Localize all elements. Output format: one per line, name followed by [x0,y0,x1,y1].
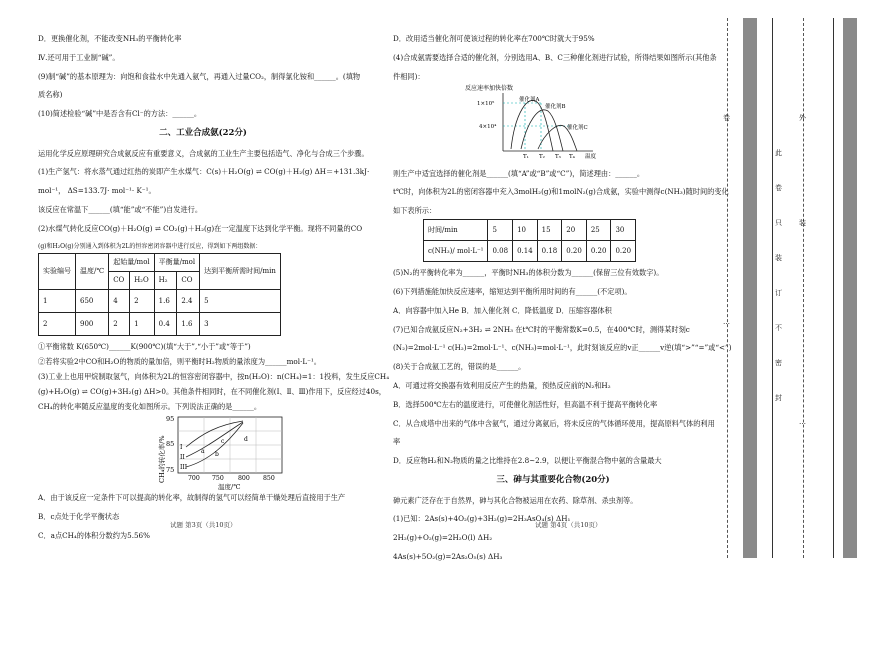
text-line: 如下表所示： [393,206,437,216]
page-footer: 试题 第4页（共10页） [535,521,602,529]
gray-strip [743,18,757,558]
table-cell: 1 [130,313,155,336]
right-column [393,34,732,571]
table-cell: 5 [488,220,513,241]
text-line: ①平衡常数 K(650℃)______K(900℃)(填“大于”,“小于”或“等于”) [38,342,251,352]
table-header: c(NH₃)/ mol·L⁻¹ [424,241,488,262]
text-line: 该反应在常温下______(填“能”或“不能”)自发进行。 [38,205,203,214]
margin-char: 不 [775,324,782,332]
curve-label: I [180,444,183,452]
margin-char: 密 [775,359,782,367]
cut-line [803,18,804,558]
gray-strip [843,18,857,558]
binding-margin [717,18,870,558]
table-cell: 0.4 [154,313,177,336]
x-tick-label: T₄ [569,153,575,160]
margin-mark: 外 [799,114,806,122]
table-row [424,220,636,241]
table-header: 温度/℃ [76,254,109,290]
margin-mark: 卷 [723,114,730,122]
table-cell: 2 [130,290,155,313]
text-line: 4As(s)+5O₂(g)=2As₂O₅(s) ΔH₃ [393,551,503,561]
table-cell: 0.08 [488,241,513,262]
x-tick-label: T₃ [555,153,561,160]
table-cell: 1.6 [154,290,177,313]
section-heading: 三、砷与其重要化合物(20分) [496,474,610,485]
text-line: 率 [393,437,401,447]
margin-char: 封 [775,394,782,402]
text-line: (6)下列措施能加快反应速率，缩短达到平衡所用时间的有______(不定项)。 [393,286,632,296]
table-cell: 900 [76,313,109,336]
text-line: D．改用适当催化剂可使该过程的转化率在700℃时就大于95% [393,34,595,43]
border-line [833,18,834,558]
text-line: (3)工业上也用甲烷制取氢气，向体积为2L的恒容密闭容器中，按n(H₂O)：n(CH₄)=1：1投料，发生反应CH₄ [38,372,390,382]
text-line: (4)合成氨需要选择合适的催化剂，分别选用A、B、C三种催化剂进行试验，所得结果如图所示(其他条 [393,52,717,62]
text-line: 砷元素广泛存在于自然界，砷与其化合物被运用在农药、除草剂、杀虫剂等。 [393,495,638,505]
table-cell: 650 [76,290,109,313]
series-label: 催化剂A [519,96,540,103]
table-header: CO [177,272,200,290]
series-label: 催化剂C [567,124,588,131]
text-line: (N₂)=2mol·L⁻¹ c(H₂)=2mol·L⁻¹、c(NH₃)=mol·L⁻¹，此时刻该反应的v正______v逆(填“>”“=”或“<”) [393,343,732,353]
table-header: CO [109,272,130,290]
table-cell: 1 [39,290,76,313]
chart-ylabel: CH₄的转化率/% [158,435,166,484]
curve-I [186,421,243,447]
text-line: (1)生产氢气：将水蒸气通过红热的炭即产生水煤气：C(s)＋H₂O(g) ⇌ CO(g)＋H₂(g) ΔH＝+131.3kJ· [38,167,370,177]
table-cell: 4 [109,290,130,313]
curve-label: II [180,454,185,462]
x-tick-label: 800 [238,475,250,483]
margin-char: 装 [775,254,782,262]
y-tick-label: 4×10⁴ [479,123,497,130]
table-cell: 0.20 [562,241,587,262]
section-heading: 二、工业合成氨(22分) [159,127,247,138]
table-header: 平衡量/mol [154,254,199,272]
page-footer: 试题 第3页（共10页） [170,521,237,529]
margin-mark: … [723,318,730,326]
text-line: 则生产中适宜选择的催化剂是______(填“A”或“B”或“C”)，简述理由：______。 [393,168,645,178]
table-cell: 0.14 [513,241,538,262]
table-row [39,313,281,336]
table-cell: 10 [513,220,538,241]
table-header: 实验编号 [39,254,76,290]
point-label: b [215,451,219,459]
text-line: t℃时，向体积为2L的密闭容器中充入3molH₂(g)和1molN₂(g)合成氨，实验中测得c(NH₃)随时间的变化 [393,187,729,197]
left-column [38,34,390,549]
text-line: CH₄的转化率随反应温度的变化如图所示。下列说法正确的是______。 [38,402,262,412]
table-cell: 15 [537,220,562,241]
cut-line [727,18,728,558]
table-cell: 5 [200,290,281,313]
text-line: (10)简述检验“碱”中是否含有Cl⁻的方法：______。 [38,109,202,119]
x-tick-label: 700 [188,475,200,483]
curve-B [521,109,563,150]
text-line: (2)水煤气转化反应CO(g)＋H₂O(g) ⇌ CO₂(g)＋H₂(g)在一定温度下达到化学平衡。现将不同量的CO [38,223,363,233]
table-header: 起始量/mol [109,254,154,272]
data-table [38,253,281,336]
text-line: (7)已知合成氨反应N₂+3H₂ ⇌ 2NH₃ 在t℃时的平衡常数K=0.5，在400℃时，测得某时刻c [393,324,690,334]
x-tick-label: T₁ [523,153,529,160]
series-label: 催化剂B [545,103,566,110]
text-line: A．由于该反应一定条件下可以提高的转化率，故制得的氢气可以经简单干燥处理后直接用于生产 [38,493,346,503]
rate-chart [393,83,713,161]
table-cell: 0.20 [586,241,611,262]
chart-title: 反应速率加快倍数 [465,84,514,92]
text-line: ②若将实验2中CO和H₂O的物质的量加倍，则平衡时H₂物质的量浓度为______mol·L⁻¹。 [38,357,321,367]
margin-mark: … [799,418,806,426]
text-line: B．c点处于化学平衡状态 [38,511,120,521]
text-line: Ⅳ.还可用于工业制“碱”。 [38,52,120,62]
y-tick-label: 1×10⁵ [477,100,495,107]
text-line: 运用化学反应原理研究合成氨反应有重要意义，合成氨的工业生产主要包括造气、净化与合成三个步骤。 [38,148,369,158]
margin-mark: 装 [799,219,806,227]
text-line: C．a点CH₄的体积分数约为5.56% [38,530,150,540]
y-tick-label: 95 [166,415,175,424]
curve-label: III [180,464,188,472]
table-cell: 0.18 [537,241,562,262]
text-line: 2H₂(g)+O₂(g)=2H₂O(l) ΔH₂ [393,533,493,543]
text-line: D．更换催化剂，不能改变NH₃的平衡转化率 [38,34,182,43]
x-tick-label: 850 [263,475,275,483]
text-line: 质名称) [38,90,63,100]
text-line: C．从合成塔中出来的气体中含氨气，通过分离氨后，将未反应的气体循环使用，提高原料气体的利用 [393,418,715,428]
table-cell: 3 [200,313,281,336]
border-line [772,18,773,558]
text-line: A．可通过将交换器有效利用反应产生的热量，预热反应前的N₂和H₂ [393,380,611,390]
margin-char: 订 [775,289,782,297]
text-line: B．选择500℃左右的温度进行，可使催化剂活性好，但高温不利于提高平衡转化率 [393,399,658,409]
y-tick-label: 75 [166,466,175,475]
table-row [424,241,636,262]
table-header: 时间/min [424,220,488,241]
table-cell: 20 [562,220,587,241]
concentration-table [423,219,636,262]
table-cell: 2 [109,313,130,336]
table-cell: 25 [586,220,611,241]
table-row [39,290,281,313]
x-tick-label: T₂ [539,153,545,160]
chart-xlabel: 温度/℃ [218,483,241,492]
table-header: H₂O [130,272,155,290]
table-cell: 1.6 [177,313,200,336]
margin-char: 卷 [775,184,782,192]
point-label: c [221,438,225,446]
y-tick-label: 85 [166,440,175,449]
point-label: a [201,448,205,456]
table-header: 达到平衡所需时间/min [200,254,281,290]
text-line: mol⁻¹， ΔS=133.7J· mol⁻¹· K⁻¹。 [38,186,156,196]
table-cell: 30 [611,220,636,241]
table-cell: 2.4 [177,290,200,313]
text-line: (5)N₂的平衡转化率为______，平衡时NH₃的体积分数为______(保留三位有效数字)。 [393,268,664,278]
point-label: d [244,436,248,444]
table-cell: 0.20 [611,241,636,262]
margin-char: 只 [775,219,782,227]
text-line: D．反应物H₂和N₂物质的量之比维持在2.8~2.9，以便让平衡混合物中氨的含量最大 [393,456,662,466]
text-line: 件相同)： [393,71,425,81]
text-line: (9)制“碱”的基本原理为：向饱和食盐水中先通入氨气，再通入过量CO₂，制得氯化铵和______。(填物 [38,71,361,81]
margin-char: 此 [775,149,782,157]
chart-xlabel: 温度 [585,153,597,160]
text-line: A．向容器中加入He B．加入催化剂 C．降低温度 D．压缩容器体积 [393,305,612,315]
x-tick-label: 750 [212,475,224,483]
text-line: (8)关于合成氨工艺的，错误的是______。 [393,362,526,372]
text-line: (1)已知：2As(s)+4O₂(g)+3H₂(g)=2H₃AsO₄(s) ΔH₁ [393,514,571,524]
table-header: H₂ [154,272,177,290]
text-line: (g)+H₂O(g) ⇌ CO(g)+3H₂(g) ΔH>0。其他条件相同时，在不同催化剂(Ⅰ、Ⅱ、Ⅲ)作用下，反应经过40s， [38,387,386,397]
text-line: (g)和H₂O(g)分别通入到体积为2L的恒容密闭容器中进行反应，得到如下两组数据： [38,242,262,250]
conversion-chart [38,413,368,491]
table-cell: 2 [39,313,76,336]
